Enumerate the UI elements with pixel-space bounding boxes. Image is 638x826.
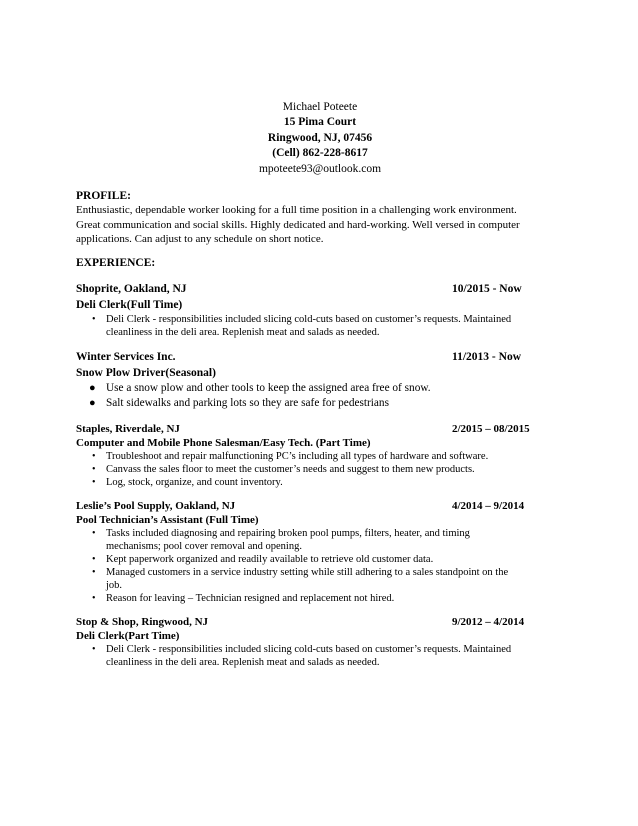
bullet-icon: •: [92, 527, 96, 539]
job-dates: 2/2015 – 08/2015: [452, 422, 530, 435]
duty-item: [76, 450, 564, 463]
job-entry: [76, 349, 564, 412]
duty-item: [76, 396, 564, 412]
duty-text-line: job.: [106, 579, 123, 591]
contact-header: [76, 100, 564, 177]
job-dates: 4/2014 – 9/2014: [452, 499, 525, 512]
job-entry: [76, 281, 564, 339]
bullet-icon: •: [92, 553, 96, 565]
job-role: Snow Plow Driver(Seasonal): [76, 366, 216, 379]
duty-text-line: Kept paperwork organized and readily available to retrieve old customer data.: [106, 553, 434, 565]
duty-item: [76, 527, 564, 553]
profile-line: Enthusiastic, dependable worker looking for a full time position in a challenging work environment.: [76, 204, 517, 217]
job-employer: Staples, Riverdale, NJ: [76, 422, 180, 435]
resume-page: [76, 100, 564, 679]
bullet-icon: •: [92, 476, 96, 488]
profile-heading: PROFILE:: [76, 190, 131, 203]
bullet-icon: •: [92, 566, 96, 578]
duty-text-line: Reason for leaving – Technician resigned and replacement not hired.: [106, 592, 395, 604]
bullet-icon: ●: [89, 381, 96, 394]
job-role: Deli Clerk(Full Time): [76, 298, 183, 311]
duty-text-line: Use a snow plow and other tools to keep the assigned area free of snow.: [106, 381, 431, 394]
profile-line: Great communication and social skills. Highly dedicated and hard-working. Well versed in computer: [76, 218, 520, 231]
duty-text-line: Deli Clerk - responsibilities included slicing cold-cuts based on customer’s requests. Maintained: [106, 643, 512, 655]
duty-item: [76, 643, 564, 669]
candidate-name: Michael Poteete: [282, 101, 358, 113]
job-dates: 11/2013 - Now: [452, 350, 521, 363]
duty-item: [76, 592, 564, 605]
profile-line: applications. Can adjust to any schedule on short notice.: [76, 233, 324, 246]
job-entry: [76, 422, 564, 489]
job-employer: Stop & Shop, Ringwood, NJ: [76, 615, 209, 628]
job-employer: Winter Services Inc.: [76, 350, 176, 363]
duty-text-line: Tasks included diagnosing and repairing broken pool pumps, filters, heater, and timing: [106, 527, 470, 539]
job-role: Pool Technician’s Assistant (Full Time): [76, 513, 259, 526]
job-header: [76, 422, 564, 436]
bullet-icon: •: [92, 592, 96, 604]
duty-text-line: cleanliness in the deli area. Replenish meat and salads as needed.: [106, 326, 380, 338]
experience-heading: EXPERIENCE:: [76, 256, 156, 269]
job-employer: Leslie’s Pool Supply, Oakland, NJ: [76, 499, 236, 512]
duty-text-line: Managed customers in a service industry setting while still adhering to a sales standpoint on the: [106, 566, 509, 578]
street-address: 15 Pima Court: [283, 116, 357, 129]
bullet-icon: •: [92, 463, 96, 475]
duty-item: [76, 476, 564, 489]
profile-text: [76, 203, 564, 247]
bullet-icon: •: [92, 313, 96, 325]
duty-text-line: Log, stock, organize, and count inventory.: [106, 476, 283, 488]
experience-list: [76, 281, 564, 669]
job-dates: 9/2012 – 4/2014: [452, 615, 525, 628]
bullet-icon: •: [92, 450, 96, 462]
job-duties: [76, 643, 564, 669]
duty-item: [76, 381, 564, 397]
duty-text-line: Salt sidewalks and parking lots so they are safe for pedestrians: [106, 397, 389, 410]
city-address: Ringwood, NJ, 07456: [267, 131, 373, 144]
job-entry: [76, 499, 564, 605]
duty-text-line: mechanisms; pool cover removal and opening.: [106, 540, 302, 552]
job-duties: [76, 450, 564, 489]
email-address: mpoteete93@outlook.com: [258, 162, 382, 175]
bullet-icon: ●: [89, 397, 96, 410]
phone-number: (Cell) 862-228-8617: [272, 147, 368, 160]
duty-item: [76, 313, 564, 339]
job-entry: [76, 615, 564, 669]
job-duties: [76, 381, 564, 412]
bullet-icon: •: [92, 643, 96, 655]
job-duties: [76, 313, 564, 339]
job-role: Computer and Mobile Phone Salesman/Easy Tech. (Part Time): [76, 436, 371, 449]
job-employer: Shoprite, Oakland, NJ: [76, 282, 187, 295]
duty-item: [76, 566, 564, 592]
duty-text-line: Deli Clerk - responsibilities included slicing cold-cuts based on customer’s requests. Maintained: [106, 313, 512, 325]
job-duties: [76, 527, 564, 605]
duty-text-line: cleanliness in the deli area. Replenish meat and salads as needed.: [106, 656, 380, 668]
job-header: [76, 499, 564, 513]
job-header: [76, 349, 564, 365]
job-dates: 10/2015 - Now: [452, 282, 522, 295]
duty-text-line: Troubleshoot and repair malfunctioning PC’s including all types of hardware and software.: [106, 450, 489, 462]
job-header: [76, 615, 564, 629]
duty-item: [76, 553, 564, 566]
duty-text-line: Canvass the sales floor to meet the customer’s needs and suggest to them new products.: [106, 463, 475, 475]
duty-item: [76, 463, 564, 476]
job-header: [76, 281, 564, 297]
job-role: Deli Clerk(Part Time): [76, 629, 180, 642]
profile-section: [76, 189, 564, 247]
